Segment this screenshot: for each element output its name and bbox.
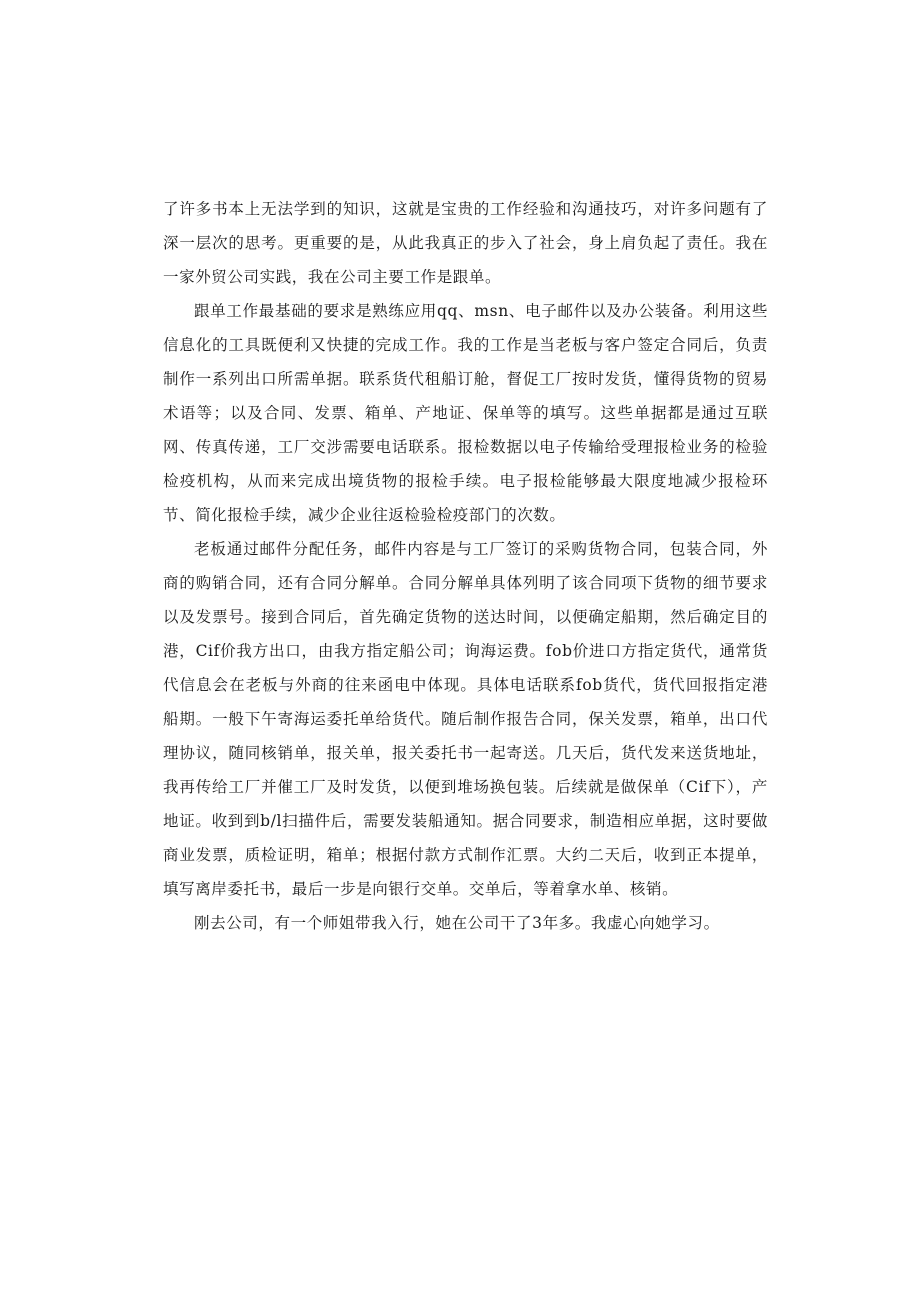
paragraph-continuation: 了许多书本上无法学到的知识，这就是宝贵的工作经验和沟通技巧，对许多问题有了深一层次的思考。更重要的是，从此我真正的步入了社会，身上肩负起了责任。我在一家外贸公司实践，我在公司主要工作是跟单。	[163, 200, 768, 286]
body-text	[163, 192, 768, 940]
paragraph-mentor: 刚去公司，有一个师姐带我入行，她在公司干了3年多。我虚心向她学习。	[194, 914, 720, 932]
paragraph-order-following: 跟单工作最基础的要求是熟练应用qq、msn、电子邮件以及办公装备。利用这些信息化的工具既便利又快捷的完成工作。我的工作是当老板与客户签定合同后，负责制作一系列出口所需单据。联系货代租船订舱，督促工厂按时发货，懂得货物的贸易术语等；以及合同、发票、箱单、产地证、保单等的填写。这些单据都是通过互联网、传真传递，工厂交涉需要电话联系。报检数据以电子传输给受理报检业务的检验检疫机构，从而来完成出境货物的报检手续。电子报检能够最大限度地减少报检环节、简化报检手续，减少企业往返检验检疫部门的次数。	[163, 302, 768, 524]
paragraph-workflow: 老板通过邮件分配任务，邮件内容是与工厂签订的采购货物合同，包装合同，外商的购销合同，还有合同分解单。合同分解单具体列明了该合同项下货物的细节要求以及发票号。接到合同后，首先确定货物的送达时间，以便确定船期，然后确定目的港，Cif价我方出口，由我方指定船公司；询海运费。fob价进口方指定货代，通常货代信息会在老板与外商的往来函电中体现。具体电话联系fob货代，货代回报指定港船期。一般下午寄海运委托单给货代。随后制作报告合同，保关发票，箱单，出口代理协议，随同核销单，报关单，报关委托书一起寄送。几天后，货代发来送货地址，我再传给工厂并催工厂及时发货，以便到堆场换包装。后续就是做保单（Cif下），产地证。收到到b/l扫描件后，需要发装船通知。据合同要求，制造相应单据，这时要做商业发票，质检证明，箱单；根据付款方式制作汇票。大约二天后，收到正本提单，填写离岸委托书，最后一步是向银行交单。交单后，等着拿水单、核销。	[163, 540, 768, 898]
